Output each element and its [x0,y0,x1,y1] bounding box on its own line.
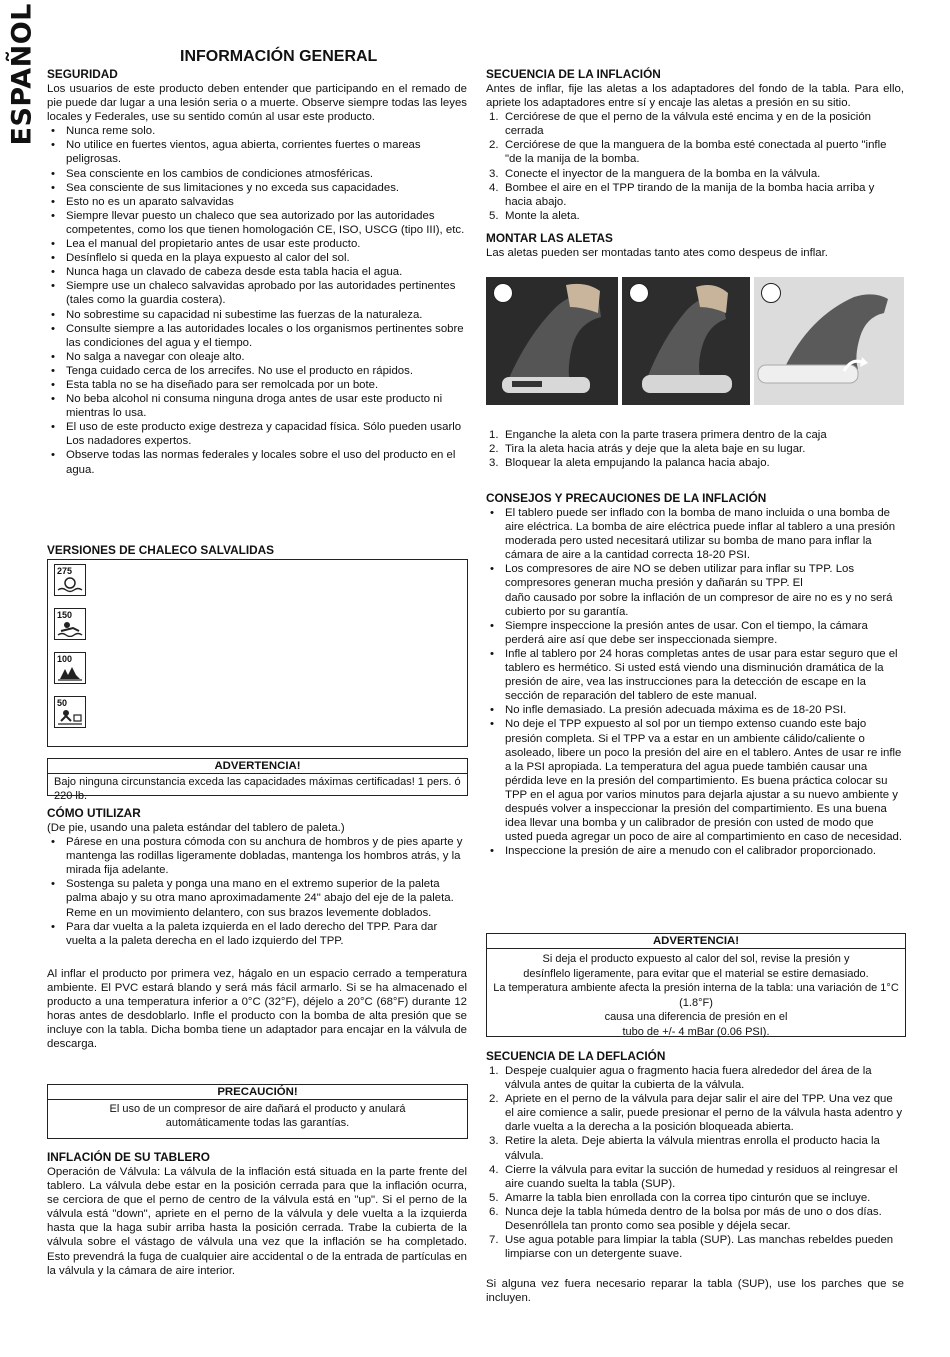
numbered-item [486,1233,904,1261]
list-item [47,279,467,307]
inflacion-tablero-body: Operación de Válvula: La válvula de la inflación está situada en la parte frente del tablero. La válvula debe estar en la posición cerrada para que la inflación ocurra, se cerciora de que el perno de centro de la válvula está en "up". Si el perno de la válvula está "down", apriete en el perno de la válvula y dele vuelta a la izquierda hasta que la haga subir arriba hasta la posición cerrada. Trabe la cubierta de la válvula sobre el vástago de válvula una vez que la inflación se ha completado. Esto prevendrá la fuga de cualquier aire accidental o de la entrada de partículas en la válvula y la cámara de aire interior. [47,1166,467,1277]
list-item-text: Desínflelo si queda en la playa expuesto al calor del sol. [66,252,350,265]
fin-step-3-photo [754,277,904,405]
list-item-text: No deje el TPP expuesto al sol por un tiempo extenso cuando este bajo presión completa. Si el TPP va a estar en un ambiente cálido/caliente o asoleado, libere un poco la presión del aire en el tablero. Antes de usar re infle a la PSI apropiada. La temperatura del agua puede también causar una pérdida leve en la presión del compartimiento. Es buena práctica colocar su TPP en el agua por varios minutos para dejarla ajustar a su nuevo ambiente y después volver a inspeccionar la presión del compartimiento. Es una buena idea llevar una bomba y un calibrador de presión con usted de modo que usted pueda agregar un poco de aire al compartimiento en caso de necesidad. [505,718,903,844]
list-item [47,251,467,265]
numbered-item [486,428,904,442]
chaleco-heading: VERSIONES DE CHALECO SALVALIDAS [47,543,275,557]
numbered-item-text: Tira la aleta hacia atrás y deje que la aleta baje en su lugar. [505,443,806,456]
list-item [47,420,467,448]
precaucion-title: PRECAUCIÓN! [48,1085,467,1100]
list-item [47,237,467,251]
deflacion-footer: Si alguna vez fuera necesario reparar la tabla (SUP), use los parches que se incluyen. [486,1278,904,1305]
list-item-text: Esto no es un aparato salvavidas [66,195,234,208]
list-item-text: Siempre use un chaleco salvavidas aprobado por las autoridades pertinentes (tales como la guardia costera). [66,280,456,307]
list-item [47,138,467,166]
list-item-text: Siempre inspeccione la presión antes de usar. Con el tiempo, la cámara perderá aire así que debe ser inspeccionada siempre. [505,619,868,646]
list-item-text: Siempre llevar puesto un chaleco que sea autorizado por las autoridades competentes, como los que tienen homologación CE, ISO, USCG (tipo III), etc. [66,209,465,236]
list-item-text: El tablero puede ser inflado con la bomba de mano incluida o una bomba de aire eléctrica. La bomba de aire eléctrica puede inflar al tablero a una presión moderada pero usted necesitará utilizar su bomba de mano para inflar la cámara de aire a la cantidad correcta 18-20 PSI. [505,507,896,562]
numbered-item [486,209,904,223]
secuencia-inflacion-intro: Antes de inflar, fije las aletas a los adaptadores del fondo de la tabla. Para ello, apriete los adaptadores entre sí y encaje las aletas a presión en su sitio. [486,83,904,110]
step-2-circle [629,283,649,303]
numbered-item-text: Enganche la aleta con la parte trasera primera dentro de la caja [505,429,827,441]
como-utilizar-list [47,835,467,948]
list-item [486,647,904,703]
item-number: 4. [489,1163,499,1176]
numbered-item [486,110,904,138]
item-number: 1. [489,429,499,441]
como-utilizar-heading: CÓMO UTILIZAR [47,806,141,820]
inflacion-tablero-section [47,1150,467,1278]
montar-aletas-list [486,428,904,470]
seguridad-intro: Los usuarios de este producto deben entender que participando en el remado de pie puede dar lugar a una lesión seria o a muerte. Observe siempre todas las leyes locales y Federales, use su sentido común al usar este producto. [47,83,467,124]
advertencia-temperatura-line: causa una diferencia de presión en el [604,1011,788,1024]
aletas-steps [486,428,904,470]
list-item [47,392,467,420]
item-number: 3. [489,457,499,470]
list-item [47,322,467,350]
page-title: INFORMACIÓN GENERAL [180,48,378,65]
list-item-text: Nunca haga un clavado de cabeza desde esta tabla hacia el agua. [66,266,403,279]
numbered-item-text: Cerciórese de que el perno de la válvula esté encima y en de la posición cerrada [505,111,871,138]
numbered-item-text: Cerciórese de que la manguera de la bomba esté conectada al puerto "infle "de la manija de la bomba. [505,139,887,166]
fin-step-2-photo [622,277,750,405]
lifejacket-275-label: 275 [57,566,73,576]
numbered-item [486,1191,904,1205]
list-item-text: Sostenga su paleta y ponga una mano en el extremo superior de la paleta palma abajo y su otra mano aproximadamente 24" abajo del eje de la paleta. Reme en un movimiento delantero, con sus brazos levemente doblados. [66,878,454,919]
secuencia-inflacion-heading: SECUENCIA DE LA INFLACIÓN [486,67,661,81]
chaleco-section [47,543,467,708]
list-item [486,562,904,618]
inflacion-tablero-heading: INFLACIÓN DE SU TABLERO [47,1150,210,1164]
lifejacket-100-icon [54,652,86,684]
list-item [47,124,467,138]
item-number: 2. [489,139,499,152]
como-utilizar-section [47,806,467,1051]
lifejacket-50-icon [54,696,86,728]
numbered-item [486,1205,904,1233]
list-item-text: Consulte siempre a las autoridades locales o los organismos pertinentes sobre las condiciones del agua y el tiempo. [66,322,464,349]
fin-step-1-photo [486,277,618,405]
list-item [47,265,467,279]
list-item [47,181,467,195]
step-1-circle [493,283,513,303]
advertencia-temperatura-line: desínflelo ligeramente, para evitar que el material se estire demasiado. [523,967,869,980]
lifejacket-100-label: 100 [57,654,73,664]
list-item [47,378,467,392]
numbered-item-text: Apriete en el perno de la válvula para dejar salir el aire del TPP. Una vez que el aire comience a salir, puede presionar el perno de la válvula hasta adentro y darle vuelta a la derecha a la posición bloqueada abierta. [505,1093,903,1134]
list-item-text: Sea consciente de sus limitaciones y no exceda sus capacidades. [66,181,400,194]
secuencia-inflacion-list [486,110,904,223]
numbered-item [486,442,904,456]
secuencia-inflacion-section [486,67,904,223]
advertencia-temperatura-box [486,933,906,1037]
numbered-item-text: Retire la aleta. Deje abierta la válvula mientras enrolla el producto hacia la válvula. [505,1135,880,1162]
montar-aletas-body: Las aletas pueden ser montadas tanto ates como despeus de inflar. [486,247,828,259]
numbered-item [486,138,904,166]
item-number: 7. [489,1234,499,1247]
precaucion-box [47,1084,468,1139]
numbered-item [486,1092,904,1134]
numbered-item [486,1163,904,1191]
seguridad-section [47,67,467,477]
item-number: 4. [489,181,499,194]
list-item-text: Esta tabla no se ha diseñado para ser remolcada por un bote. [66,378,379,391]
list-item [47,835,467,877]
list-item [486,717,904,844]
list-item-text: No utilice en fuertes vientos, agua abierta, corrientes fuertes o mareas peligrosas. [66,139,421,166]
list-item-text: Nunca reme solo. [66,125,156,138]
lifejacket-150-label: 150 [57,610,73,620]
item-number: 1. [489,111,499,124]
numbered-item-text: Cierre la válvula para evitar la succión de humedad y residuos al reingresar el aire cuando suelta la tabla (SUP). [505,1163,898,1190]
list-item [47,920,467,948]
lifejacket-275-icon [54,564,86,596]
language-side-label: ESPAÑOL [6,3,38,146]
chaleco-box [47,559,468,747]
item-number: 2. [489,1093,499,1106]
seguridad-list [47,124,467,476]
list-item-text: El uso de este producto exige destreza y capacidad física. Sólo pueden usarlo Los nadadores expertos. [66,421,462,448]
numbered-item-text: Nunca deje la tabla húmeda dentro de la bolsa por más de uno o dos días. Desenróllela tan pronto como sea posible y déjela secar. [505,1205,882,1233]
numbered-item-text: Bombee el aire en el TPP tirando de la manija de la bomba hacia arriba y hacia abajo. [505,181,875,208]
item-number: 2. [489,443,499,456]
como-utilizar-sub: (De pie, usando una paleta estándar del tablero de paleta.) [47,822,345,834]
list-item-text: Párese en una postura cómoda con su anchura de hombros y de pies aparte y mantenga las rodillas ligeramente dobladas, mantenga los hombros atrás, y la mirada fija adelante. [66,836,463,877]
advertencia-capacidad-title: ADVERTENCIA! [48,759,467,774]
item-number: 5. [489,209,499,222]
list-item [486,703,904,717]
list-item-text: No beba alcohol ni consuma ninguna droga antes de usar este producto ni mientras lo usa. [66,393,443,420]
item-number: 1. [489,1065,499,1077]
deflacion-list [486,1064,904,1261]
advertencia-temperatura-line: tubo de +/- 4 mBar (0.06 PSI). [622,1025,770,1038]
numbered-item-text: Conecte el inyector de la manguera de la bomba en la válvula. [505,167,821,180]
list-item [47,350,467,364]
numbered-item-text: Bloquear la aleta empujando la palanca hacia abajo. [505,457,770,470]
numbered-item [486,1064,904,1092]
list-item [47,877,467,919]
list-item-text: Observe todas las normas federales y locales sobre el uso del producto en el agua. [66,449,456,476]
list-item [486,844,904,858]
lifejacket-150-icon [54,608,86,640]
item-number: 3. [489,1135,499,1148]
list-item [47,167,467,181]
numbered-item-text: Monte la aleta. [505,209,580,222]
list-item [47,195,467,209]
advertencia-temperatura-line: La temperatura ambiente afecta la presión interna de la tabla: una variación de 1°C (1.8°F) [493,982,899,1009]
deflacion-heading: SECUENCIA DE LA DEFLACIÓN [486,1049,666,1063]
list-item [486,506,904,562]
list-item-text: Lea el manual del propietario antes de usar este producto. [66,238,361,251]
advertencia-temperatura-line: Si deja el producto expuesto al calor del sol, revise la presión y [542,953,850,965]
list-item-text: Sea consciente en los cambios de condiciones atmosféricas. [66,167,374,180]
consejos-list [486,506,904,858]
precaucion-body: El uso de un compresor de aire dañará el producto y anulará automáticamente todas las garantías. [109,1103,406,1129]
list-item [47,448,467,476]
advertencia-capacidad-body: Bajo ninguna circunstancia exceda las capacidades máximas certificadas! 1 pers. ó 220 lb. [54,776,461,802]
list-item-text: Tenga cuidado cerca de los arrecifes. No use el producto en rápidos. [66,364,413,377]
list-item [47,209,467,237]
numbered-item-text: Use agua potable para limpiar la tabla (SUP). Las manchas rebeldes pueden limpiarse con un detergente suave. [505,1234,894,1261]
numbered-item [486,181,904,209]
list-item-text: Infle al tablero por 24 horas completas antes de usar para estar seguro que el tablero es hermético. Si usted está viendo una disminución dramática de la presión de aire, vea las instrucciones para la detección de escape en la sección de reparación del tablero de este manual. [505,647,898,703]
list-item-text: Los compresores de aire NO se deben utilizar para inflar su TPP. Los compresores generan mucha presión y dañarán su TPP. El daño causado por sobre la inflación de un compresor de aire no es y no será cubierto por su garantía. [505,563,893,618]
deflacion-section [486,1049,904,1306]
list-item-text: No infle demasiado. La presión adecuada máxima es de 18-20 PSI. [505,704,847,717]
montar-aletas-section [486,231,904,260]
list-item-text: No salga a navegar con oleaje alto. [66,350,245,363]
numbered-item [486,456,904,470]
montar-aletas-heading: MONTAR LAS ALETAS [486,231,613,245]
numbered-item-text: Despeje cualquier agua o fragmento hacia fuera alrededor del área de la válvula antes de quitar la cubierta de la válvula. [505,1065,872,1092]
numbered-item [486,167,904,181]
list-item [47,308,467,322]
list-item-text: No sobrestime su capacidad ni subestime las fuerzas de la naturaleza. [66,308,423,321]
step-3-circle [761,283,781,303]
list-item-text: Inspeccione la presión de aire a menudo con el calibrador proporcionado. [505,845,877,858]
numbered-item-text: Amarre la tabla bien enrollada con la correa tipo cinturón que se incluye. [505,1191,871,1204]
fin-photos [486,277,904,405]
list-item-text: Para dar vuelta a la paleta izquierda en el lado derecho del TPP. Para dar vuelta a la paleta derecha en el lado izquierdo del TPP. [66,920,438,947]
item-number: 5. [489,1191,499,1204]
seguridad-heading: SEGURIDAD [47,67,118,81]
consejos-heading: CONSEJOS Y PRECAUCIONES DE LA INFLACIÓN [486,491,767,505]
list-item [47,364,467,378]
advertencia-temperatura-title: ADVERTENCIA! [487,934,905,949]
item-number: 6. [489,1205,499,1218]
item-number: 3. [489,167,499,180]
lifejacket-50-label: 50 [57,698,68,708]
list-item [486,619,904,647]
como-utilizar-para: Al inflar el producto por primera vez, hágalo en un espacio cerrado a temperatura ambiente. El PVC estará blando y será más fácil armarlo. Si se ha almacenado el producto a una temperatura inferior a 0°C (32°F), déjelo a 20°C (68°F) durante 12 horas antes de desdoblarlo. Infle el producto con la bomba de alta presión que se incluye con la tabla. Dicha bomba tiene un adaptador para encajar en la válvula de descarga. [47,967,467,1051]
consejos-section [486,491,904,858]
advertencia-capacidad-box [47,758,468,802]
numbered-item [486,1134,904,1162]
